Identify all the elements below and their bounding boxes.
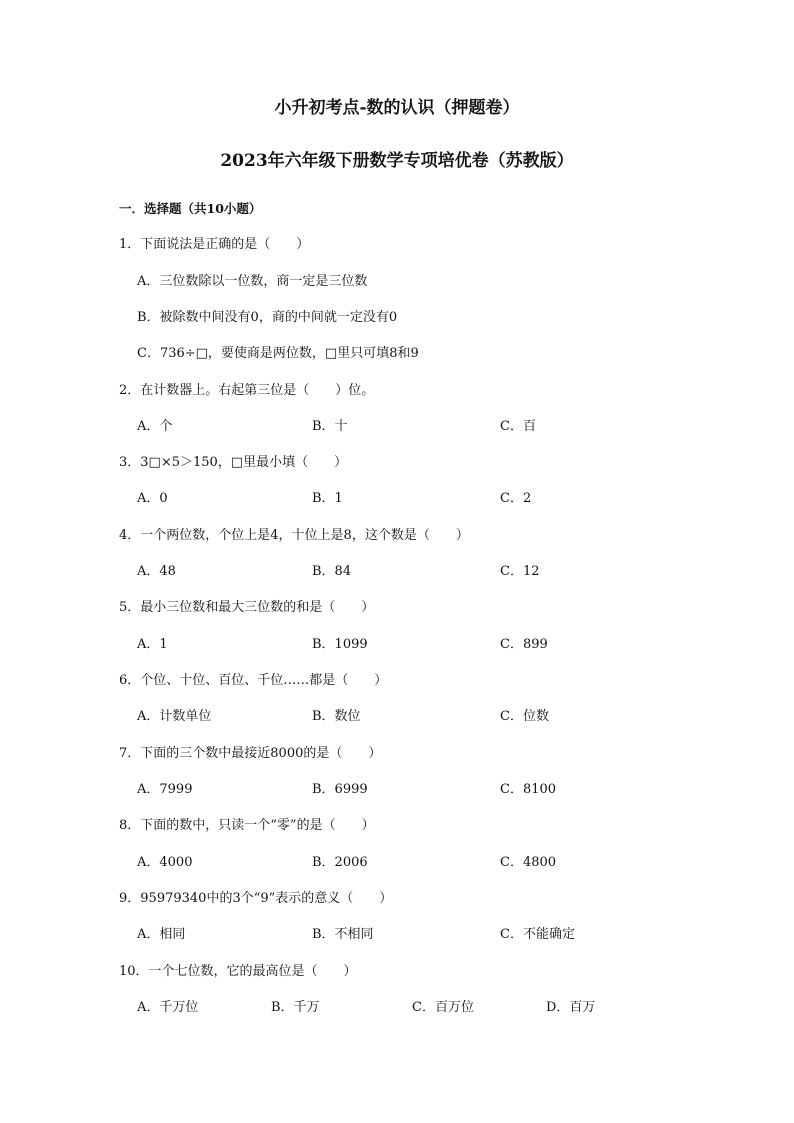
question-5-options <box>0 636 794 654</box>
page-subtitle: 2023年六年级下册数学专项培优卷（苏教版） <box>220 151 574 171</box>
question-4-option-c: C．12 <box>500 564 540 579</box>
question-7-options <box>0 781 794 799</box>
question-5-option-c: C．899 <box>500 637 548 652</box>
question-9-option-a: A．相同 <box>137 927 186 942</box>
question-2-option-a: A．个 <box>137 419 173 434</box>
question-6-stem: 6．个位、十位、百位、千位……都是（ ） <box>119 673 388 688</box>
question-2-stem: 2．在计数器上。右起第三位是（ ）位。 <box>119 383 375 398</box>
question-3-option-b: B．1 <box>312 491 343 506</box>
question-7-option-b: B．6999 <box>312 782 368 797</box>
question-10-options <box>0 999 794 1017</box>
question-6-option-a: A．计数单位 <box>137 709 212 724</box>
question-7-stem: 7．下面的三个数中最接近8000的是（ ） <box>119 746 382 761</box>
question-8-option-b: B．2006 <box>312 855 368 870</box>
question-9-option-b: B．不相同 <box>312 927 374 942</box>
question-3-options <box>0 490 794 508</box>
question-1-option-a: A．三位数除以一位数，商一定是三位数 <box>137 274 368 289</box>
question-10-option-d: D．百万 <box>546 1000 596 1015</box>
question-2-option-b: B．十 <box>312 419 348 434</box>
question-8-option-a: A．4000 <box>137 855 193 870</box>
question-1-stem: 1．下面说法是正确的是（ ） <box>119 237 310 252</box>
question-5-stem: 5．最小三位数和最大三位数的和是（ ） <box>119 600 375 615</box>
question-4-option-a: A．48 <box>137 564 176 579</box>
question-2-options <box>0 418 794 436</box>
question-8-option-c: C．4800 <box>500 855 557 870</box>
question-8-stem: 8．下面的数中，只读一个“零”的是（ ） <box>119 818 375 833</box>
question-6-option-b: B．数位 <box>312 709 361 724</box>
question-4-option-b: B．84 <box>312 564 352 579</box>
question-2-option-c: C．百 <box>500 419 536 434</box>
question-10-option-b: B．千万 <box>271 1000 320 1015</box>
question-10-stem: 10．一个七位数，它的最高位是（ ） <box>119 964 357 979</box>
question-3-option-c: C．2 <box>500 491 532 506</box>
question-4-options <box>0 563 794 581</box>
question-5-option-b: B．1099 <box>312 637 368 652</box>
question-10-option-c: C．百万位 <box>412 1000 474 1015</box>
question-6-option-c: C．位数 <box>500 709 549 724</box>
page-title: 小升初考点-数的认识（押题卷） <box>274 98 520 118</box>
section-heading: 一．选择题（共10小题） <box>119 201 262 216</box>
question-10-option-a: A．千万位 <box>137 1000 199 1015</box>
question-3-stem: 3．3□×5＞150，□里最小填（ ） <box>119 455 348 470</box>
question-6-options <box>0 708 794 726</box>
question-3-option-a: A．0 <box>137 491 168 506</box>
question-1-option-b: B．被除数中间没有0，商的中间就一定没有0 <box>137 310 398 325</box>
question-4-stem: 4．一个两位数，个位上是4，十位上是8，这个数是（ ） <box>119 528 469 543</box>
question-9-options <box>0 926 794 944</box>
question-9-stem: 9．95979340中的3个“9”表示的意义（ ） <box>119 891 393 906</box>
question-7-option-c: C．8100 <box>500 782 557 797</box>
question-8-options <box>0 854 794 872</box>
question-9-option-c: C．不能确定 <box>500 927 575 942</box>
question-5-option-a: A．1 <box>137 637 168 652</box>
question-1-option-c: C．736÷□，要使商是两位数，□里只可填8和9 <box>137 346 419 361</box>
question-7-option-a: A．7999 <box>137 782 193 797</box>
